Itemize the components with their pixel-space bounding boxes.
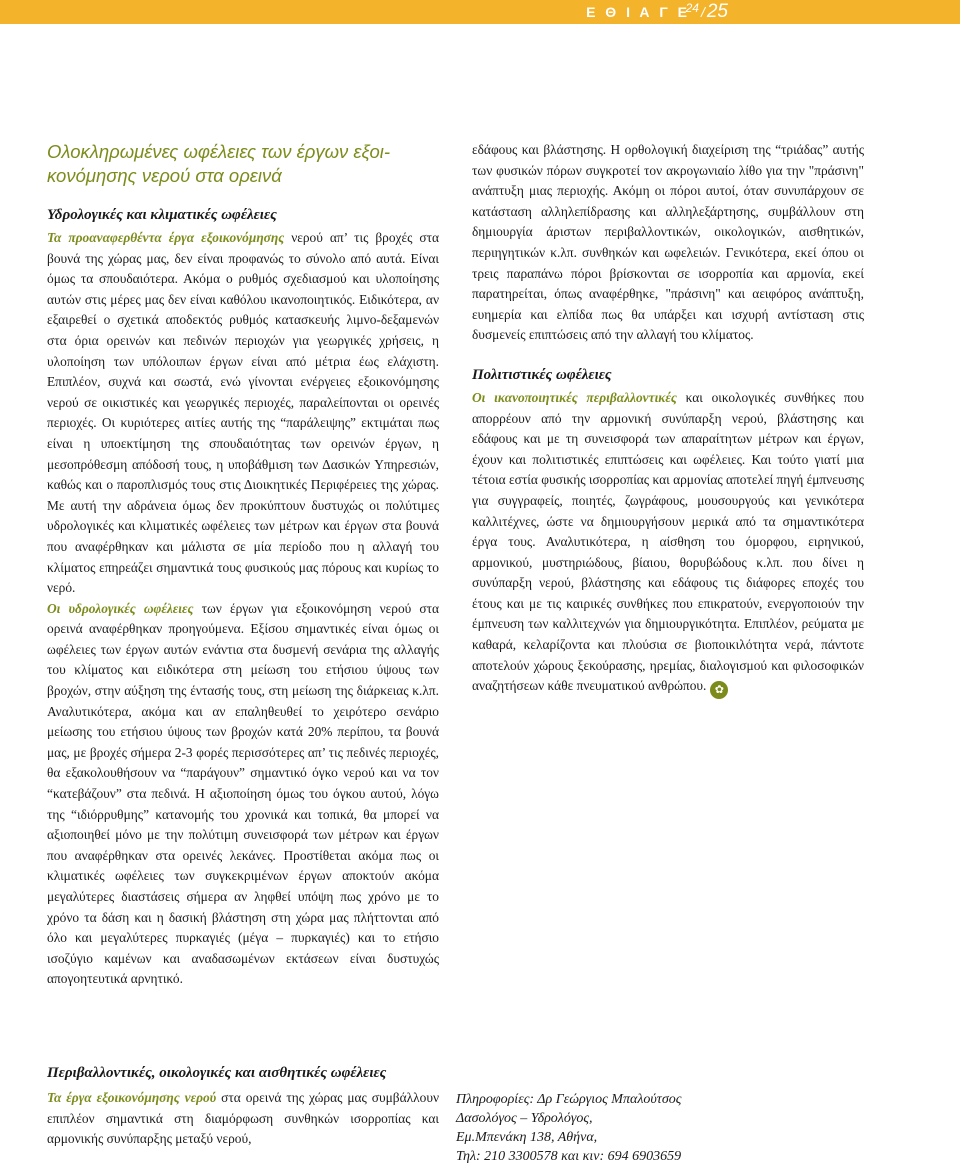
section-heading-hydrology: Υδρολογικές και κλιματικές ωφέλειες [47, 207, 277, 223]
paragraph-text: νερού απ’ τις βροχές στα βουνά της χώρας μας, δεν είναι προφανώς το σύνολο από αυτά. Είναι όμως τα σπουδαιότερα. Ακόμα ο ρυθμός σχεδιασμού και υλοποίησης αυτών στις μέρες μας δεν είναι καθόλου ικανοποιητικός. Ειδικότερα, αν εξαιρεθεί ο σχετικά αποδεκτός ρυθμός κατασκευής λιμνο-δεξαμενών στα όρια ορεινών και πεδινών περιοχών για γεωργικές χρήσεις, η υλοποίηση των υπόλοιπων έργων είναι από μέτρια έως ελάχιστη. Επιπλέον, συχνά και σωστά, ενώ γίνονται ενέργειες εξοικονόμησης νερού σε οικιστικές και γεωργικές περιοχές, παραλείπονται οι ορεινές περιοχές. Οι κυριότερες αιτίες αυτής της “παράλειψης” εκτιμάται πως είναι η υποεκτίμηση της σπουδαιότητας των ορεινών έργων, η μεσοπρόθεσμη απόδοσή τους, η υποβάθμιση των Δασικών Υπηρεσιών, καθώς και ο παροπλισμός τους στις Διοικητικές Περιφέρειες της χώρας. Με αυτή την αδράνεια όμως δεν προκύπτουν δυστυχώς οι πολύτιμες υδρολογικές και κλιματικές ωφέλειες των μέτρων και έργων στα βουνά που αναφέρθηκαν και μάλιστα σε μία περίοδο που η αλλαγή του κλίματος επηρεάζει σημαντικά τους φυσικούς μας πόρους και κυρίως το νερό. [47, 230, 439, 596]
contact-line: Πληροφορίες: Δρ Γεώργιος Μπαλούτσος [456, 1092, 682, 1107]
page-number [686, 1, 728, 23]
paragraph-lead: Τα έργα εξοικονόμησης νερού [47, 1090, 217, 1105]
paragraph-text: και οικολογικές συνθήκες που απορρέουν από την αρμονική συνύπαρξη νερού, βλάστησης και εδάφους και με τη συνεισφορά των απαραίτητων μέτρων και έργων, έχουν και πολιτιστικές επιπτώσεις και ωφέλειες. Και τούτο γιατί μια τέτοια εστία φυσικής ισορροπίας και αρμονίας αποτελεί πηγή έμπνευσης για συγγραφείς, ποιητές, ζωγράφους, μουσουργούς και γενικότερα καλλιτέχνες, ώστε να δημιουργήσουν μερικά από τα σημαντικότερα έργα τους. Αναλυτικότερα, η αίσθηση του όμορφου, ειρηνικού, αρμονικού, μυστηριώδους, βίαιου, θορυβώδους κ.λπ. που δίνει η συνύπαρξη νερού, βλάστησης και εδάφους τις διάφορες εποχές του έτους και με τις καιρικές συνθήκες που επικρατούν, ενεργοποιούν την έμπνευση των καλλιτεχνών για δημιουργικότητα. Επιπλέον, ρεύματα με καθαρά, κελαρίζοντα και πλούσια σε βιοποικιλότητα νερά, πάντοτε αποτελούν χώρους ξεκούρασης, ηρεμίας, διαλογισμού και φιλοσοφικών αναζητήσεων κάθε πνευματικού ανθρώπου. [472, 389, 864, 694]
paragraph: εδάφους και βλάστησης. Η ορθολογική διαχείριση της “τριάδας” αυτής των φυσικών πόρων συγκροτεί τον ακρογωνιαίο λίθο για την "πράσινη" ανάπτυξη μιας περιοχής. Ακόμη οι πόροι αυτοί, όταν συνυπάρχουν σε κατάσταση αλληλεπίδρασης και αλληλεξάρτησης, συμβάλλουν στη δημιουργία άριστων περιβαλλοντικών, οικολογικών, αισθητικών, περιηγητικών κ.λπ. συνθηκών και ωφελειών. Γενικότερα, εκεί όπου οι τρεις παραπάνω πόροι βρίσκονται σε ισορροπία και αρμονία, εκεί παρατηρείται, όπως αναφέρθηκε, "πράσινη" και αειφόρος ανάπτυξη, ευημερία και ελπίδα πως θα υπάρξει και ισχυρή αντίσταση στις δυσμενείς επιπτώσεις από την αλλαγή του κλίματος. [472, 142, 864, 343]
header-bar [0, 0, 960, 24]
paragraph-lead: Οι υδρολογικές ωφέλειες [47, 600, 194, 616]
paragraph [47, 228, 439, 599]
contact-line: Εμ.Μπενάκη 138, Αθήνα, [456, 1130, 598, 1145]
left-column-bottom [47, 1062, 439, 1150]
paragraph [472, 388, 864, 699]
page-separator: / [700, 4, 705, 20]
paragraph-text: στα ορεινά της χώρας μας συμβάλλουν επιπλέον σημαντικά στη διαμόρφωση συνθηκών ισορροπίας και αρμονικής συνύπαρξης μεταξύ νερού, [47, 1090, 439, 1147]
paragraph [47, 1088, 439, 1150]
paragraph-lead: Οι ικανοποιητικές περιβαλλοντικές [472, 389, 677, 405]
left-column [47, 140, 439, 990]
right-column [472, 140, 864, 699]
contact-info [456, 1090, 756, 1166]
section-label: Ε Θ Ι Α Γ Ε [586, 4, 690, 20]
paragraph-text: των έργων για εξοικονόμηση νερού στα ορεινά αναφέρθηκαν προηγούμενα. Εξίσου σημαντικές είναι όμως οι ωφέλειες των έργων αυτών ενάντια στα δυσμενή σενάρια της αλλαγής του κλίματος και ειδικότερα στη μείωση του ετήσιου ύψους των βροχών, στην αύξηση της έντασής τους, στη μείωση της διάρκειας κ.λπ. Αναλυτικότερα, ακόμα και αν επαληθευθεί το χειρότερο σενάριο μείωσης του ετήσιου ύψους των βροχών κατά 20% περίπου, τα βουνά μας, με βροχές σήμερα 2-3 φορές περισσότερες απ’ τις πεδινές περιοχές, θα εξακολουθήσουν να “παράγουν” σημαντικό όγκο νερού και να τον “κατεβάζουν” στα πεδινά. Η αξιοποίηση όμως του όγκου αυτού, λόγω της “ιδιόρρυθμης” κατανομής του χρονικά και τοπικά, θα μπορεί να αξιοποιηθεί μόνο με την πολύτιμη συνεισφορά των μέτρων και έργων που αναφέρθηκαν στα ορεινές λεκάνες. Προστίθεται ακόμα πως οι κλιματικές ωφέλειες των συγκεκριμένων έργων αποκτούν ακόμα μεγαλύτερες διαστάσεις σήμερα αν ληφθεί υπόψη πως χρόνο με το χρόνο τα δάση και η δασική βλάστηση στη χώρα μας πλήττονται από όλο και μεγαλύτερες πυρκαγιές (μέγα – πυρκαγιές) και το ετήσιο ισοζύγιο καμένων και αναδασωμένων εκτάσεων είναι δυστυχώς απογοητευτικά αρνητικό. [47, 600, 439, 987]
article-title: Ολοκληρωμένες ωφέλειες των έργων εξοι-κονόμησης νερού στα ορεινά [47, 141, 391, 186]
page-current: 24 [685, 1, 699, 15]
page-total: 25 [706, 1, 728, 22]
paragraph-lead: Τα προαναφερθέντα έργα εξοικονόμησης [47, 230, 285, 245]
section-heading-culture: Πολιτιστικές ωφέλειες [472, 366, 612, 383]
leaf-icon: ✿ [710, 681, 728, 699]
contact-line: Δασολόγος – Υδρολόγος, [456, 1111, 593, 1126]
section-heading-environment: Περιβαλλοντικές, οικολογικές και αισθητικές ωφέλειες [47, 1065, 387, 1081]
contact-line: Τηλ: 210 3300578 και κιν: 694 6903659 [456, 1149, 682, 1164]
paragraph [47, 599, 439, 990]
